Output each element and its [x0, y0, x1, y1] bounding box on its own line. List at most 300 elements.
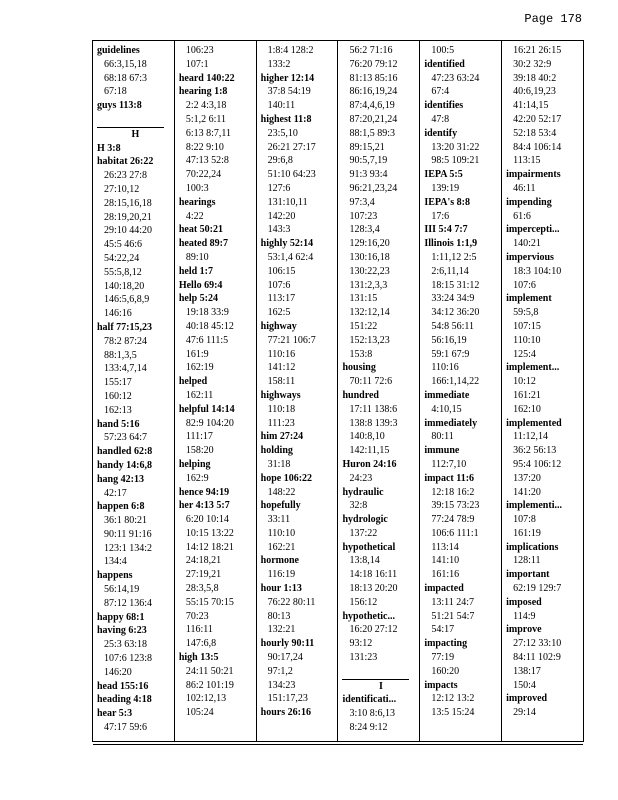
index-page-refs: 86:2 101:19: [185, 679, 234, 691]
index-page-refs: 26:23 27:8: [104, 170, 148, 182]
index-page-refs: 2:6,11,14: [431, 265, 469, 277]
index-page-refs: 147:6,8: [185, 638, 217, 650]
index-page-refs: 114:9: [513, 610, 536, 622]
index-page-refs: 80:13: [267, 610, 291, 622]
index-column: [257, 41, 339, 741]
index-term: heat 50:21: [178, 224, 223, 236]
index-page-refs: 137:22: [349, 527, 378, 539]
index-page-refs: 56:2 71:16: [349, 45, 393, 56]
index-page-refs: 8:24 9:12: [349, 722, 388, 734]
index-term: hopefully: [260, 500, 301, 512]
index-term: imposed: [506, 596, 542, 608]
index-page-refs: 138:17: [513, 665, 541, 677]
index-page-refs: 47:17 59:6: [104, 722, 148, 734]
index-page-refs: 4:22: [185, 210, 204, 222]
index-page-refs: 30:2 32:9: [513, 58, 552, 70]
index-page-refs: 146:16: [104, 308, 132, 320]
index-page-refs: 107:8: [513, 514, 536, 526]
index-term: identificati...: [342, 694, 397, 706]
index-term: impairments: [506, 169, 561, 181]
index-page-refs: 127:6: [267, 182, 291, 194]
index-page-refs: 3:10 8:6,13: [349, 708, 396, 720]
index-page-refs: 148:22: [267, 486, 296, 498]
index-page-refs: 84:4 106:14: [513, 141, 562, 153]
index-page-refs: 24:23: [349, 472, 373, 484]
index-page-refs: 90:5,7,19: [349, 155, 388, 167]
index-term: important: [506, 569, 550, 581]
index-page-refs: 67:18: [104, 86, 127, 98]
index-page-refs: 84:11 102:9: [513, 652, 561, 664]
index-term: higher 12:14: [260, 72, 315, 84]
index-term: housing: [342, 362, 376, 374]
index-page-refs: 47:23 63:24: [431, 72, 480, 84]
index-page-refs: 24:18,21: [185, 555, 222, 567]
index-term: hourly 90:11: [260, 638, 315, 650]
index-term: implications: [506, 541, 559, 553]
index-page-refs: 18:15 31:12: [431, 279, 480, 291]
index-page-refs: 97:1,2: [267, 665, 293, 677]
index-term: hypothetical: [342, 541, 396, 553]
index-page-refs: 18:13 20:20: [349, 583, 398, 595]
index-page-refs: 106:6 111:1: [431, 527, 479, 539]
index-page-refs: 107:23: [349, 210, 378, 222]
index-page-refs: 146:20: [104, 666, 132, 678]
index-page-refs: 86:16,19,24: [349, 86, 398, 98]
index-page-refs: 77:21 106:7: [267, 334, 316, 346]
index-page-refs: 13:20 31:22: [431, 141, 480, 153]
index-page-refs: 107:6: [513, 279, 536, 291]
index-page-refs: 1:8:4 128:2: [267, 45, 314, 56]
index-page-refs: 161:21: [513, 389, 541, 401]
index-page-refs: 55:15 70:15: [185, 596, 234, 608]
section-rule: [342, 665, 409, 680]
index-page-refs: 166:1,14,22: [431, 376, 480, 388]
index-page-refs: 107:6: [267, 279, 291, 291]
index-page-refs: 10:12: [513, 376, 536, 388]
index-page-refs: 29:14: [513, 707, 536, 719]
index-page-refs: 54:22,24: [104, 252, 140, 264]
index-page-refs: 95:4 106:12: [513, 458, 562, 470]
index-page-refs: 56:16,19: [431, 334, 467, 346]
index-term: having 6:23: [97, 625, 147, 637]
index-page-refs: 77:24 78:9: [431, 514, 475, 526]
index-term: helped: [178, 376, 208, 388]
index-term: guidelines: [97, 45, 140, 56]
index-page-refs: 18:3 104:10: [513, 265, 562, 277]
index-page-refs: 67:4: [431, 86, 450, 98]
index-term: him 27:24: [260, 431, 304, 443]
index-page-refs: 34:12 36:20: [431, 307, 480, 319]
index-page-refs: 16:21 26:15: [513, 45, 562, 56]
index-page-refs: 80:11: [431, 431, 454, 443]
index-page-refs: 29:6,8: [267, 155, 293, 167]
index-column: [502, 41, 583, 741]
index-term: handy 14:6,8: [97, 459, 153, 471]
index-page-refs: 125:4: [513, 348, 536, 360]
index-page-refs: 106:15: [267, 265, 296, 277]
index-page-refs: 33:24 34:9: [431, 293, 475, 305]
index-term: implementi...: [506, 500, 562, 512]
index-page-refs: 23:5,10: [267, 127, 298, 139]
index-page-refs: 32:8: [349, 500, 368, 512]
index-term: hormone: [260, 555, 299, 567]
index-page-refs: 57:23 64:7: [104, 432, 148, 444]
index-page-refs: 143:3: [267, 224, 291, 236]
index-page-refs: 131:10,11: [267, 196, 308, 208]
index-page-refs: 142:20: [267, 210, 296, 222]
index-page-refs: 66:3,15,18: [104, 58, 147, 70]
index-page-refs: 161:16: [431, 569, 460, 581]
index-term: implement: [506, 293, 552, 305]
index-term: hence 94:19: [178, 486, 230, 498]
index-page-refs: 55:5,8,12: [104, 266, 142, 278]
index-page-refs: 111:17: [185, 431, 213, 443]
index-page-refs: 98:5 109:21: [431, 155, 480, 167]
index-term: implemented: [506, 417, 562, 429]
index-page-refs: 70:22,24: [185, 169, 222, 181]
index-page-refs: 146:5,6,8,9: [104, 294, 150, 306]
index-term: guys 113:8: [97, 100, 142, 112]
index-page-refs: 28:19,20,21: [104, 211, 152, 223]
index-term: impercepti...: [506, 224, 560, 236]
index-page-refs: 105:24: [185, 707, 214, 719]
index-page-refs: 14:12 18:21: [185, 541, 234, 553]
index-term: identifies: [424, 100, 464, 112]
index-page-refs: 5:1,2 6:11: [185, 113, 227, 125]
index-page-refs: 54:17: [431, 624, 455, 636]
index-page-refs: 110:10: [267, 527, 296, 539]
index-page-refs: 88:1,5 89:3: [349, 127, 396, 139]
index-term: IEPA 5:5: [424, 169, 463, 181]
index-page-refs: 26:21 27:17: [267, 141, 316, 153]
index-term: habitat 26:22: [97, 156, 154, 168]
index-term: hearing 1:8: [178, 86, 228, 98]
index-page-refs: 152:13,23: [349, 334, 390, 346]
index-term: helpful 14:14: [178, 403, 235, 415]
index-page-refs: 59:1 67:9: [431, 348, 470, 360]
index-page-refs: 107:15: [513, 320, 541, 332]
index-page-refs: 81:13 85:16: [349, 72, 398, 84]
index-page-refs: 138:8 139:3: [349, 417, 398, 429]
index-term: Hello 69:4: [178, 279, 223, 291]
index-term: heard 140:22: [178, 72, 235, 84]
index-term: help 5:24: [178, 293, 218, 305]
index-page-refs: 107:1: [185, 58, 209, 70]
index-page-refs: 76:20 79:12: [349, 58, 398, 70]
index-term: impacting: [424, 638, 468, 650]
index-term: highest 11:8: [260, 113, 312, 125]
index-page-refs: 134:23: [267, 679, 296, 691]
index-page-refs: 158:11: [267, 376, 296, 388]
index-page-refs: 151:17,23: [267, 693, 308, 705]
index-term: identify: [424, 127, 458, 139]
index-page-refs: 77:19: [431, 652, 455, 664]
index-page-refs: 78:2 87:24: [104, 335, 148, 347]
index-term: happy 68:1: [97, 611, 145, 623]
index-page-refs: 123:1 134:2: [104, 542, 153, 554]
index-page-refs: 39:18 40:2: [513, 72, 557, 84]
index-page-refs: 47:13 52:8: [185, 155, 229, 167]
index-page-refs: 59:5,8: [513, 307, 539, 319]
index-page-refs: 88:1,3,5: [104, 349, 137, 361]
index-page-refs: 89:15,21: [349, 141, 385, 153]
index-page-refs: 47:8: [431, 113, 450, 125]
index-page-refs: 37:8 54:19: [267, 86, 311, 98]
index-page-refs: 141:12: [267, 362, 296, 374]
index-column: [338, 41, 420, 741]
index-term: implement...: [506, 362, 560, 374]
index-term: hearings: [178, 196, 216, 208]
index-term: hand 5:16: [97, 418, 140, 430]
index-term: hours 26:16: [260, 707, 311, 719]
index-page-refs: 130:16,18: [349, 251, 390, 263]
index-term: Huron 24:16: [342, 458, 397, 470]
index-page-refs: 31:18: [267, 458, 291, 470]
index-term: hour 1:13: [260, 583, 302, 595]
index-page-refs: 42:20 52:17: [513, 113, 562, 125]
index-page-refs: 128:3,4: [349, 224, 380, 236]
index-page-refs: 131:15: [349, 293, 378, 305]
index-page-refs: 131:23: [349, 652, 378, 664]
index-term: half 77:15,23: [97, 321, 152, 333]
index-page-refs: 29:10 44:20: [104, 225, 153, 237]
index-page-refs: 13:11 24:7: [431, 596, 474, 608]
index-term: impacts: [424, 679, 458, 691]
index-page-refs: 97:3,4: [349, 196, 375, 208]
index-page-refs: 134:4: [104, 556, 127, 568]
index-term: hundred: [342, 389, 379, 401]
index-page-refs: 8:22 9:10: [185, 141, 224, 153]
index-page-refs: 10:15 13:22: [185, 527, 234, 539]
index-page-refs: 162:19: [185, 362, 214, 374]
index-page-refs: 161:9: [185, 348, 209, 360]
index-page-refs: 110:18: [267, 403, 296, 415]
index-page-refs: 6:13 8:7,11: [185, 127, 232, 139]
index-term: hypothetic...: [342, 610, 395, 622]
index-page-refs: 41:14,15: [513, 100, 549, 112]
index-page-refs: 28:3,5,8: [185, 583, 219, 595]
index-page-refs: 39:15 73:23: [431, 500, 480, 512]
index-page-refs: 45:5 46:6: [104, 239, 143, 251]
index-page-refs: 68:18 67:3: [104, 72, 148, 84]
index-page-refs: 17:11 138:6: [349, 403, 398, 415]
index-page-refs: 116:19: [267, 569, 296, 581]
index-page-refs: 107:6 123:8: [104, 653, 153, 665]
index-page-refs: 90:17,24: [267, 652, 303, 664]
index-page-refs: 153:8: [349, 348, 373, 360]
index-term: highways: [260, 389, 301, 401]
index-page-refs: 129:16,20: [349, 238, 390, 250]
index-page-refs: 102:12,13: [185, 693, 227, 705]
index-page-refs: 46:11: [513, 182, 536, 194]
index-page-refs: 87:4,4,6,19: [349, 100, 395, 112]
index-page-refs: 162:13: [104, 404, 132, 416]
index-page-refs: 36:2 56:13: [513, 445, 557, 457]
index-page-refs: 96:21,23,24: [349, 182, 398, 194]
index-columns: [93, 41, 583, 741]
index-column: [175, 41, 257, 741]
index-term: impending: [506, 196, 552, 208]
index-page-refs: 113:14: [431, 541, 459, 553]
index-page-refs: 42:17: [104, 487, 127, 499]
index-page-refs: 56:14,19: [104, 584, 140, 596]
index-term: handled 62:8: [97, 446, 153, 458]
index-page-refs: 70:11 72:6: [349, 376, 393, 388]
index-page-refs: 141:20: [513, 486, 541, 498]
index-term: improved: [506, 693, 548, 705]
index-page-refs: 17:6: [431, 210, 450, 222]
index-page-refs: 52:18 53:4: [513, 127, 557, 139]
index-page-refs: 16:20 27:12: [349, 624, 398, 636]
index-page-refs: 51:10 64:23: [267, 169, 316, 181]
index-term: hang 42:13: [97, 473, 144, 485]
index-term: helping: [178, 458, 211, 470]
index-term: Illinois 1:1,9: [424, 238, 478, 250]
index-term: impact 11:6: [424, 472, 475, 484]
index-page-refs: 4:10,15: [431, 403, 462, 415]
index-page-refs: 61:6: [513, 210, 531, 222]
index-page-refs: 137:20: [513, 472, 541, 484]
index-page-refs: 131:2,3,3: [349, 279, 388, 291]
index-page-refs: 139:19: [431, 182, 460, 194]
index-term: highway: [260, 320, 297, 332]
index-page-refs: 132:12,14: [349, 307, 390, 319]
index-page-refs: 111:23: [267, 417, 295, 429]
index-term: IEPA's 8:8: [424, 196, 470, 208]
index-page-refs: 156:12: [349, 596, 378, 608]
index-page-refs: 160:12: [104, 390, 132, 402]
index-page-refs: 100:3: [185, 182, 209, 194]
index-page-refs: 106:23: [185, 45, 214, 56]
index-page-refs: 113:17: [267, 293, 296, 305]
index-page-refs: 11:12,14: [513, 431, 549, 443]
index-column: [93, 41, 175, 741]
index-page-refs: 14:18 16:11: [349, 569, 398, 581]
index-term: improve: [506, 624, 542, 636]
index-page-refs: 93:12: [349, 638, 373, 650]
index-page-refs: 133:4,7,14: [104, 363, 147, 375]
index-term: hydraulic: [342, 486, 384, 498]
index-page-refs: 100:5: [431, 45, 455, 56]
index-term: head 155:16: [97, 680, 149, 692]
index-page-refs: 24:11 50:21: [185, 665, 234, 677]
index-page-refs: 150:4: [513, 679, 536, 691]
index-term: immediately: [424, 417, 478, 429]
index-page-refs: 162:11: [185, 389, 214, 401]
index-page-refs: 12:12 13:2: [431, 693, 475, 705]
index-column: [420, 41, 502, 741]
index-term: held 1:7: [178, 265, 213, 277]
index-page-refs: 141:10: [431, 555, 460, 567]
index-page-refs: 162:10: [513, 403, 541, 415]
index-page-refs: 47:6 111:5: [185, 334, 229, 346]
index-page-refs: 53:1,4 62:4: [267, 251, 314, 263]
index-page-refs: 110:10: [513, 334, 541, 346]
index-page-refs: 151:22: [349, 320, 378, 332]
index-page-refs: 40:18 45:12: [185, 320, 234, 332]
index-page-refs: 89:10: [185, 251, 209, 263]
index-page-refs: 82:9 104:20: [185, 417, 234, 429]
index-frame: [92, 40, 584, 742]
index-page-refs: 62:19 129:7: [513, 583, 562, 595]
index-term: H 3:8: [97, 142, 121, 154]
index-page-refs: 51:21 54:7: [431, 610, 475, 622]
index-page-refs: 12:18 16:2: [431, 486, 475, 498]
index-page-refs: 155:17: [104, 377, 132, 389]
index-term: immune: [424, 445, 460, 457]
index-term: hope 106:22: [260, 472, 313, 484]
index-page-refs: 128:11: [513, 555, 541, 567]
index-page-refs: 162:9: [185, 472, 209, 484]
index-term: holding: [260, 445, 293, 457]
index-term: happens: [97, 570, 133, 582]
index-page-refs: 112:7,10: [431, 458, 467, 470]
index-page-refs: 133:2: [267, 58, 291, 70]
index-term: identified: [424, 58, 465, 70]
index-term: impervious: [506, 251, 554, 263]
index-page-refs: 91:3 93:4: [349, 169, 388, 181]
index-page-refs: 140:8,10: [349, 431, 385, 443]
index-page-refs: 19:18 33:9: [185, 307, 229, 319]
index-term: heading 4:18: [97, 694, 152, 706]
index-term: III 5:4 7:7: [424, 224, 468, 236]
index-page-refs: 130:22,23: [349, 265, 390, 277]
index-page-refs: 1:11,12 2:5: [431, 251, 477, 263]
index-page-refs: 6:20 10:14: [185, 514, 229, 526]
index-page-refs: 33:11: [267, 514, 291, 526]
index-term: immediate: [424, 389, 470, 401]
index-page-refs: 113:15: [513, 155, 541, 167]
index-term: highly 52:14: [260, 238, 314, 250]
page-number: Page 178: [524, 12, 582, 26]
index-page-refs: 87:12 136:4: [104, 597, 153, 609]
index-term: impacted: [424, 583, 464, 595]
index-page-refs: 54:8 56:11: [431, 320, 474, 332]
index-term: her 4:13 5:7: [178, 500, 230, 512]
index-page-refs: 140:11: [267, 100, 296, 112]
index-page-refs: 140:18,20: [104, 280, 145, 292]
index-page-refs: 76:22 80:11: [267, 596, 316, 608]
section-rule: [97, 113, 164, 128]
index-term: heated 89:7: [178, 238, 228, 250]
index-page-refs: 70:23: [185, 610, 209, 622]
index-page-refs: 40:6,19,23: [513, 86, 556, 98]
index-page-refs: 25:3 63:18: [104, 639, 148, 651]
index-page-refs: 27:10,12: [104, 183, 140, 195]
index-page-refs: 162:21: [267, 541, 296, 553]
index-page-refs: 110:16: [431, 362, 459, 374]
index-page-refs: 13:5 15:24: [431, 707, 475, 719]
index-page-refs: 2:2 4:3,18: [185, 100, 227, 112]
index-page-refs: 90:11 91:16: [104, 528, 152, 540]
index-term: hydrologic: [342, 514, 388, 526]
index-page-refs: 161:19: [513, 527, 541, 539]
index-page-refs: 110:16: [267, 348, 296, 360]
index-term: hear 5:3: [97, 708, 133, 720]
index-page-refs: 36:1 80:21: [104, 515, 148, 527]
index-term: high 13:5: [178, 652, 219, 664]
index-page-refs: 27:12 33:10: [513, 638, 562, 650]
index-page-refs: 140:21: [513, 238, 541, 250]
section-letter: H: [131, 128, 140, 140]
index-page-refs: 158:20: [185, 445, 214, 457]
section-letter: I: [378, 680, 383, 692]
index-page-refs: 162:5: [267, 307, 291, 319]
index-page-refs: 116:11: [185, 624, 213, 636]
index-page-refs: 160:20: [431, 665, 460, 677]
index-term: happen 6:8: [97, 501, 145, 513]
index-page-refs: 28:15,16,18: [104, 197, 152, 209]
